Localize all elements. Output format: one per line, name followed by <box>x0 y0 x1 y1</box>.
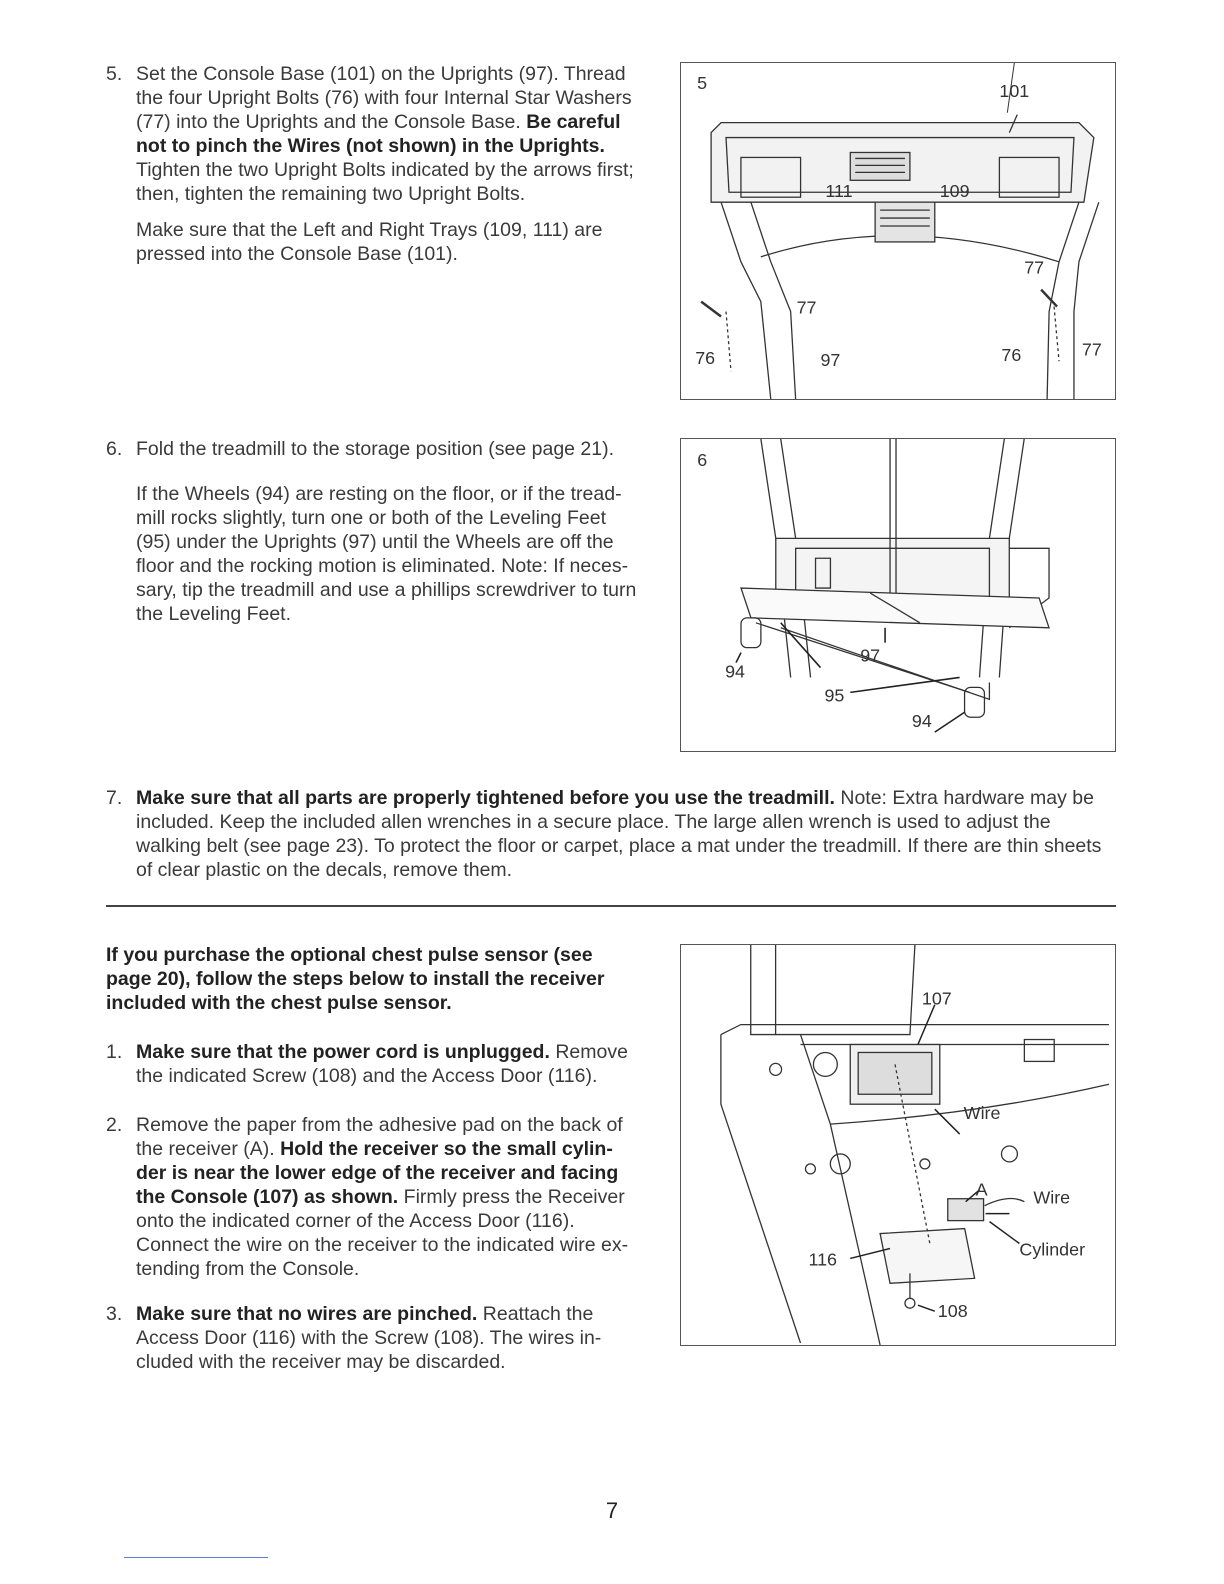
optional-step-1-text <box>136 1040 636 1088</box>
callout-wire-lower: Wire <box>1033 1187 1071 1208</box>
step-number: 6. <box>106 438 123 460</box>
callout-97: 97 <box>860 645 881 666</box>
optional-step-3-body: Reattach the Access Door (116) with the Screw (108). The wires in-cluded with the receiver may be discarded. <box>136 1303 602 1373</box>
figure-step-5 <box>680 62 1116 400</box>
step-number: 5. <box>106 63 123 85</box>
step-6-para1: Fold the treadmill to the storage position (see page 21). <box>136 438 615 460</box>
callout-94-left: 94 <box>725 661 745 682</box>
optional-step-2-warning: Hold the receiver so the small cylin-der is near the lower edge of the receiver and facing the Console (107) as shown. <box>136 1138 619 1208</box>
optional-step-3 <box>106 1302 626 1374</box>
footer-line <box>124 1557 268 1558</box>
receiver-install-illustration <box>681 945 1115 1345</box>
step-text <box>136 62 641 206</box>
folded-treadmill-illustration <box>681 439 1115 751</box>
figure-receiver <box>680 944 1116 1346</box>
step-5-para2: Make sure that the Left and Right Trays (109, 111) are pressed into the Console Base (101). <box>136 219 603 265</box>
callout-108: 108 <box>937 1301 968 1322</box>
callout-76-left: 76 <box>695 348 716 369</box>
page-number: 7 <box>605 1498 619 1523</box>
optional-intro <box>106 943 636 1015</box>
optional-step-2-text <box>136 1113 641 1281</box>
callout-111: 111 <box>825 181 853 202</box>
step-6 <box>106 437 646 626</box>
step-number: 2. <box>106 1114 123 1136</box>
callout-109: 109 <box>939 181 970 202</box>
optional-intro-text: If you purchase the optional chest pulse sensor (see page 20), follow the steps below to install the receiver included with the chest pulse sensor. <box>106 944 605 1014</box>
optional-step-2-body-b: Firmly press the Receiver onto the indicated corner of the Access Door (116). Connect the wire on the receiver to the indicated wire ex-tending from the Console. <box>136 1186 629 1280</box>
callout-wire-upper: Wire <box>963 1103 1001 1124</box>
optional-step-1-body: Remove the indicated Screw (108) and the Access Door (116). <box>136 1041 628 1087</box>
callout-receiver-a: A <box>975 1179 988 1200</box>
callout-101: 101 <box>999 80 1030 101</box>
callout-94-right: 94 <box>911 711 932 732</box>
figure-step-label: 6 <box>697 449 708 470</box>
callout-97: 97 <box>820 350 841 371</box>
step-7-text <box>136 786 1111 882</box>
console-base-illustration <box>681 63 1115 399</box>
optional-step-2-body-a: Remove the paper from the adhesive pad on the back of the receiver (A). <box>136 1114 623 1160</box>
callout-95: 95 <box>824 685 845 706</box>
step-7-warning: Make sure that all parts are properly tightened before you use the treadmill. <box>136 787 835 809</box>
step-number: 1. <box>106 1041 123 1063</box>
step-7 <box>106 786 1111 882</box>
callout-116: 116 <box>808 1249 837 1270</box>
optional-step-1-warning: Make sure that the power cord is unplugged. <box>136 1041 550 1063</box>
step-5-text-b: Tighten the two Upright Bolts indicated by the arrows first; then, tighten the remaining two Upright Bolts. <box>136 159 634 205</box>
callout-76-right: 76 <box>1001 345 1022 366</box>
callout-107: 107 <box>921 988 952 1009</box>
optional-step-2 <box>106 1113 641 1281</box>
step-5-warning: Be careful not to pinch the Wires (not shown) in the Uprights. <box>136 111 621 157</box>
step-5 <box>106 62 641 266</box>
step-6-para2: If the Wheels (94) are resting on the floor, or if the tread-mill rocks slightly, turn one or both of the Leveling Feet (95) under the Uprights (97) until the Wheels are off the floor and the rocking motion is eliminated. Note: If neces-sary, tip the treadmill and use a phillips screwdriver to turn the Leveling Feet. <box>136 483 637 625</box>
section-divider <box>106 905 1116 907</box>
step-5-text-a: Set the Console Base (101) on the Uprights (97). Thread the four Upright Bolts (76) with four Internal Star Washers (77) into the Uprights and the Console Base. <box>136 63 632 133</box>
optional-step-3-text <box>136 1302 626 1374</box>
callout-cylinder: Cylinder <box>1019 1239 1086 1260</box>
step-number: 3. <box>106 1303 123 1325</box>
figure-step-6 <box>680 438 1116 752</box>
step-7-note: Note: Extra hardware may be included. Keep the included allen wrenches in a secure place. The large allen wrench is used to adjust the walking belt (see page 23). To protect the floor or carpet, place a mat under the treadmill. If there are thin sheets of clear plastic on the decals, remove them. <box>136 787 1102 881</box>
figure-step-label: 5 <box>697 72 708 93</box>
callout-77-lower: 77 <box>1081 339 1102 360</box>
callout-77-right: 77 <box>1024 257 1045 278</box>
callout-77-left: 77 <box>796 297 817 318</box>
optional-step-1 <box>106 1040 636 1088</box>
optional-step-3-warning: Make sure that no wires are pinched. <box>136 1303 478 1325</box>
step-number: 7. <box>106 787 123 809</box>
